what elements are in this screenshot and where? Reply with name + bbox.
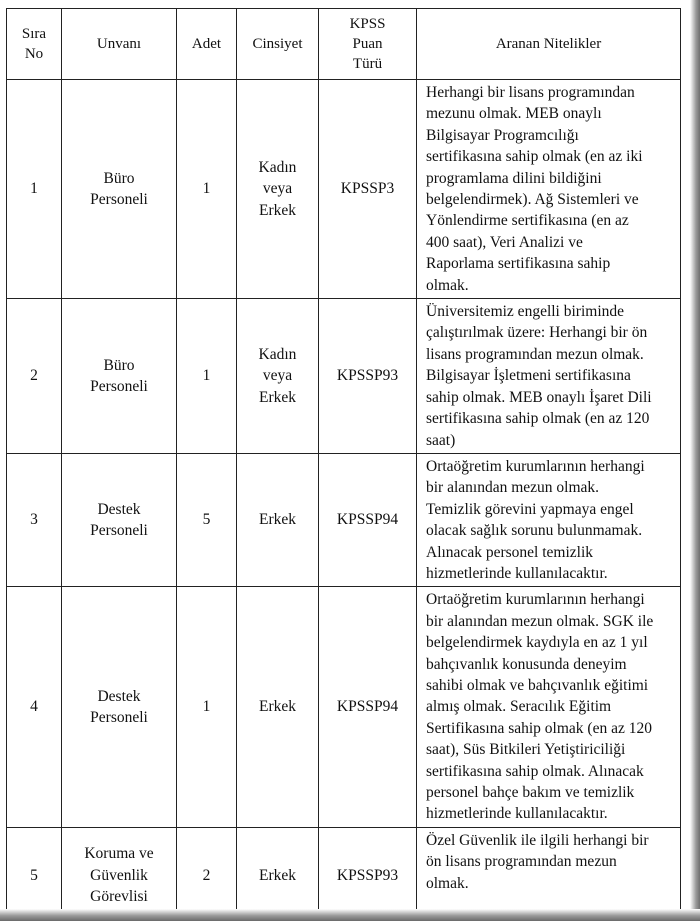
cell-unvan: Koruma ve Güvenlik Görevlisi bbox=[62, 827, 177, 921]
cell-sira: 5 bbox=[7, 827, 62, 921]
page-edge-shadow-right bbox=[690, 0, 700, 921]
cell-kpss: KPSSP93 bbox=[319, 827, 417, 921]
cell-cinsiyet: Erkek bbox=[237, 827, 319, 921]
header-cinsiyet: Cinsiyet bbox=[237, 9, 319, 80]
cell-kpss: KPSSP94 bbox=[319, 453, 417, 586]
header-aranan-nitelikler: Aranan Nitelikler bbox=[417, 9, 681, 80]
cell-nitelik: Herhangi bir lisans programından mezunu olmak. MEB onaylı Bilgisayar Programcılığı sertifikasına sahip olmak (en az iki programlama dilini bildiğini belgelendirmek). Ağ Sistemleri ve Yönlendirme sertifikasına (en az 400 saat), Veri Analizi ve Raporlama sertifikasına sahip olmak. bbox=[417, 80, 681, 299]
header-sira-no: Sıra No bbox=[7, 9, 62, 80]
table-header-row bbox=[7, 9, 681, 80]
table-row bbox=[7, 453, 681, 586]
table-row bbox=[7, 80, 681, 299]
cell-nitelik: Ortaöğretim kurumlarının herhangi bir alanından mezun olmak. Temizlik görevini yapmaya engel olacak sağlık sorunu bulunmamak. Alınacak personel temizlik hizmetlerinde kullanılacaktır. bbox=[417, 453, 681, 586]
cell-kpss: KPSSP93 bbox=[319, 299, 417, 454]
cell-sira: 4 bbox=[7, 587, 62, 827]
header-unvan: Unvanı bbox=[62, 9, 177, 80]
cell-adet: 1 bbox=[177, 299, 237, 454]
cell-unvan: Destek Personeli bbox=[62, 587, 177, 827]
cell-cinsiyet: Erkek bbox=[237, 587, 319, 827]
cell-sira: 3 bbox=[7, 453, 62, 586]
cell-adet: 1 bbox=[177, 587, 237, 827]
cell-nitelik: Özel Güvenlik ile ilgili herhangi bir ön lisans programından mezun olmak. bbox=[417, 827, 681, 921]
table-row bbox=[7, 299, 681, 454]
cell-nitelik: Ortaöğretim kurumlarının herhangi bir alanından mezun olmak. SGK ile belgelendirmek kaydıyla en az 1 yıl bahçıvanlık konusunda deneyim sahibi olmak ve bahçıvanlık eğitimi almış olmak. Seracılık Eğitim Sertifikasına sahip olmak (en az 120 saat), Süs Bitkileri Yetiştiriciliği sertifikasına sahip olmak. Alınacak personel bahçe bakım ve temizlik hizmetlerinde kullanılacaktır. bbox=[417, 587, 681, 827]
cell-unvan: Büro Personeli bbox=[62, 299, 177, 454]
cell-adet: 2 bbox=[177, 827, 237, 921]
header-adet: Adet bbox=[177, 9, 237, 80]
cell-adet: 1 bbox=[177, 80, 237, 299]
cell-cinsiyet: Erkek bbox=[237, 453, 319, 586]
cell-unvan: Destek Personeli bbox=[62, 453, 177, 586]
cell-cinsiyet: Kadın veya Erkek bbox=[237, 80, 319, 299]
table-row bbox=[7, 587, 681, 827]
cell-cinsiyet: Kadın veya Erkek bbox=[237, 299, 319, 454]
cell-nitelik: Üniversitemiz engelli biriminde çalıştırılmak üzere: Herhangi bir ön lisans programından mezun olmak. Bilgisayar İşletmeni sertifikasına sahip olmak. MEB onaylı İşaret Dili sertifikasına sahip olmak (en az 120 saat) bbox=[417, 299, 681, 454]
cell-kpss: KPSSP3 bbox=[319, 80, 417, 299]
cell-sira: 2 bbox=[7, 299, 62, 454]
header-kpss-puan-turu: KPSS Puan Türü bbox=[319, 9, 417, 80]
table-row bbox=[7, 827, 681, 921]
requirements-table bbox=[6, 8, 681, 921]
cell-adet: 5 bbox=[177, 453, 237, 586]
cell-kpss: KPSSP94 bbox=[319, 587, 417, 827]
page-edge-shadow-bottom bbox=[0, 909, 700, 921]
cell-sira: 1 bbox=[7, 80, 62, 299]
cell-unvan: Büro Personeli bbox=[62, 80, 177, 299]
